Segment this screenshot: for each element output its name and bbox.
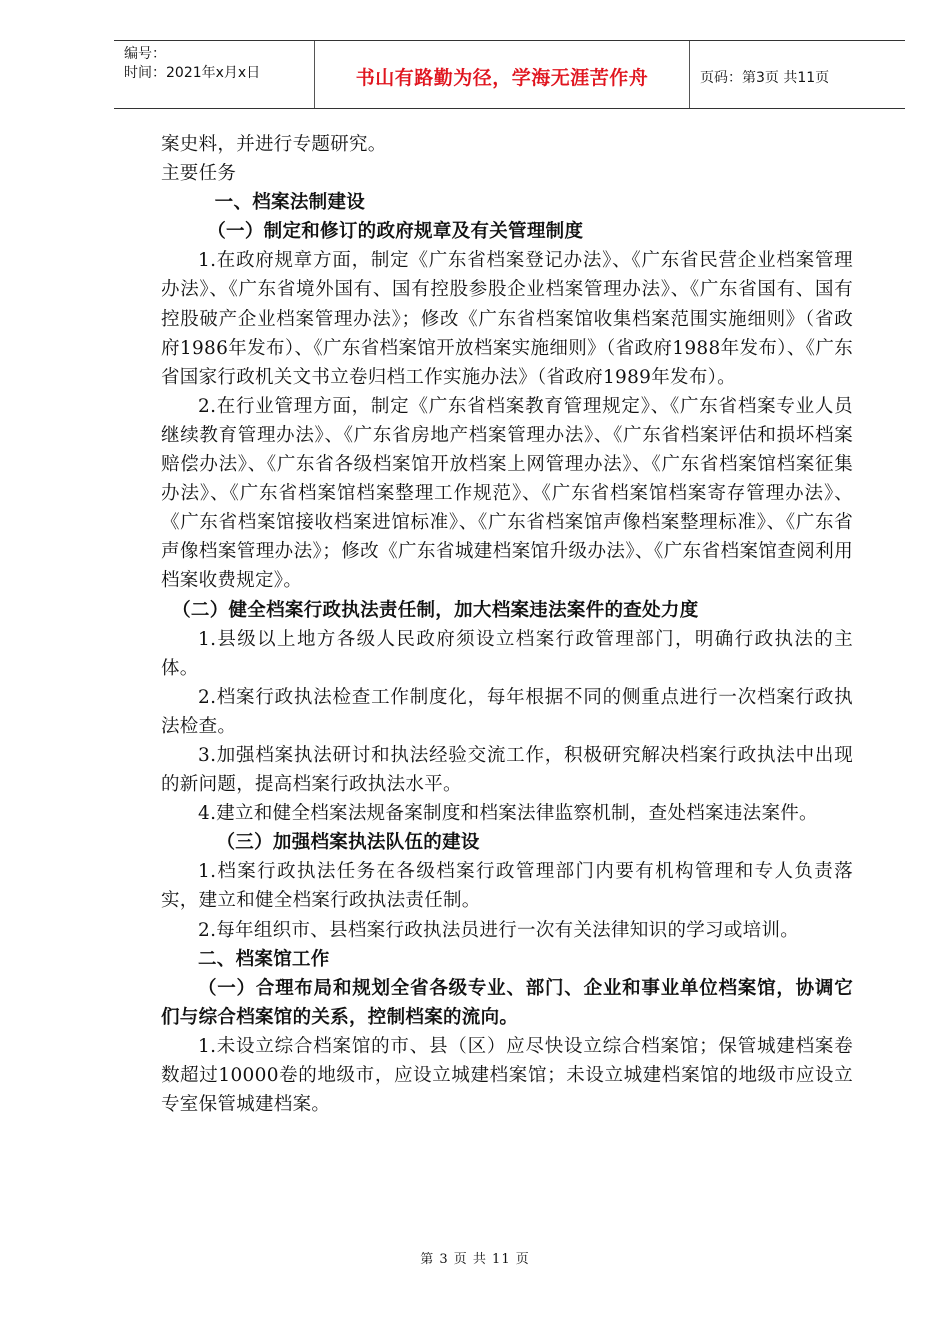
section-heading: 二、档案馆工作	[198, 948, 330, 970]
paragraph: 1.未设立综合档案馆的市、县（区）应尽快设立综合档案馆；保管城建档案卷数超过10000卷的地级市，应设立城建档案馆；未设立城建档案馆的地级市应设立专室保管城建档案。	[161, 1035, 853, 1116]
subsection-heading: （一）制定和修订的政府规章及有关管理制度	[207, 221, 584, 243]
paragraph: 1.县级以上地方各级人民政府须设立档案行政管理部门，明确行政执法的主体。	[161, 628, 853, 679]
page-footer: 第 3 页 共 11 页	[420, 1252, 530, 1267]
paragraph: 2.在行业管理方面，制定《广东省档案教育管理规定》、《广东省档案专业人员继续教育管理办法》、《广东省房地产档案管理办法》、《广东省档案评估和损坏档案赔偿办法》、《广东省各级档案馆开放档案上网管理办法》、《广东省档案馆档案征集办法》、《广东省档案馆档案整理工作规范》、《广东省档案馆档案寄存管理办法》、《广东省档案馆接收档案进馆标准》、《广东省档案馆声像档案整理标准》、《广东省声像档案管理办法》；修改《广东省城建档案馆升级办法》、《广东省档案馆查阅利用档案收费规定》。	[161, 395, 853, 592]
header-page-number: 页码：第3页 共11页	[700, 69, 830, 86]
paragraph: 1.在政府规章方面，制定《广东省档案登记办法》、《广东省民营企业档案管理办法》、《广东省境外国有、国有控股参股企业档案管理办法》、《广东省国有、国有控股破产企业档案管理办法》；修改《广东省档案馆收集档案范围实施细则》（省政府1986年发布）、《广东省档案馆开放档案实施细则》（省政府1988年发布）、《广东省国家行政机关文书立卷归档工作实施办法》（省政府1989年发布）。	[161, 250, 853, 388]
paragraph: 1.档案行政执法任务在各级档案行政管理部门内要有机构管理和专人负责落实，建立和健全档案行政执法责任制。	[161, 861, 853, 912]
header-meta	[114, 41, 315, 108]
paragraph: 案史料，并进行专题研究。	[161, 134, 387, 155]
header-number: 编号：	[124, 46, 166, 62]
section-heading: 一、档案法制建设	[214, 192, 366, 214]
header-time: 时间：2021年x月x日	[124, 65, 261, 81]
subsection-heading: （一）合理布局和规划全省各级专业、部门、企业和事业单位档案馆，协调它们与综合档案馆的关系，控制档案的流向。	[161, 977, 853, 1028]
paragraph: 4.建立和健全档案法规备案制度和档案法律监察机制，查处档案违法案件。	[198, 803, 818, 825]
subsection-heading: （二）健全档案行政执法责任制，加大档案违法案件的查处力度	[172, 599, 699, 621]
document-header	[114, 40, 905, 109]
header-slogan: 书山有路勤为径，学海无涯苦作舟	[315, 41, 690, 108]
subsection-heading: （三）加强档案执法队伍的建设	[216, 832, 480, 854]
document-body	[161, 130, 853, 1119]
paragraph: 2.档案行政执法检查工作制度化，每年根据不同的侧重点进行一次档案行政执法检查。	[161, 686, 853, 737]
paragraph: 2.每年组织市、县档案行政执法员进行一次有关法律知识的学习或培训。	[198, 919, 800, 941]
paragraph: 3.加强档案执法研讨和执法经验交流工作，积极研究解决档案行政执法中出现的新问题，提高档案行政执法水平。	[161, 744, 853, 796]
section-label: 主要任务	[161, 163, 237, 185]
